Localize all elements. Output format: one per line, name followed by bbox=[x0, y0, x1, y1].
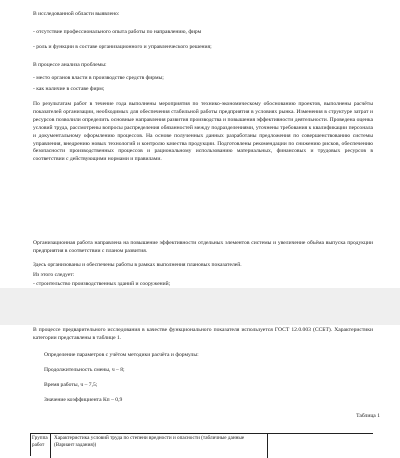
text-line: - место органов власти в производстве средств фирмы; bbox=[33, 75, 164, 81]
text-line: Определение параметров с учётом методики расчёта и формулы: bbox=[44, 352, 199, 358]
text-line: Из этого следует: bbox=[33, 272, 75, 278]
text-line: - роль и функции в составе организационного и управленческого решения; bbox=[33, 44, 212, 50]
text-line: Здесь организованы и обеспечены работы в рамках выполнения плановых показателей. bbox=[33, 262, 242, 268]
page-separator bbox=[0, 288, 400, 325]
conditions-table bbox=[30, 433, 373, 456]
text-line: Значение коэффициента Кп – 0,9 bbox=[44, 397, 123, 403]
text-line: - как наличие в составе фирм; bbox=[33, 86, 105, 92]
text-line: - отсутствие профессионального опыта работы по направлению, фирм bbox=[33, 29, 202, 35]
body-paragraph: По результатам работ в течение года выполнены мероприятия по технико-экономическому обоснованию проектов, выполнены расчёты показателей организации, необходимых для обеспечения стабильной работы предприятия в условиях рынка. Изменения в структуре затрат и ресурсов позволили определить основные направления развития производства и повышения эффективности деятельности. Проведена оценка условий труда, рассмотрены вопросы распределения обязанностей между подразделениями, уточнены требования к квалификации персонала и документальному оформлению процессов. На основе полученных данных разработаны предложения по совершенствованию системы управления, внедрению новых технологий и контролю качества продукции. Подготовлены рекомендации по снижению рисков, обеспечению безопасности производственных процессов и рациональному использованию материальных, финансовых и трудовых ресурсов в соответствии с действующими нормами и правилами. bbox=[33, 101, 373, 163]
text-line: В процессе анализа проблемы: bbox=[33, 62, 107, 68]
table-header-cell: Характеристика условий труда по степени вредности и опасности (табличные данные (Вариант задания)) bbox=[51, 434, 268, 458]
table-caption: Таблица 1 bbox=[356, 413, 380, 419]
text-line: В исследованной области выявлено: bbox=[33, 11, 120, 17]
document-page-2 bbox=[0, 325, 400, 455]
text-line: Время работы, ч – 7,5; bbox=[44, 382, 98, 388]
table-header-cell: Группа работ bbox=[31, 434, 51, 458]
body-paragraph-2: Организационная работа направлена на повышение эффективности отдельных элементов системы и увеличение объёма выпуска продукции предприятия в соответствии с планом развития. bbox=[33, 240, 373, 254]
body-paragraph: В процессе предварительного исследования в качестве функционального показателя используется ГОСТ 12.0.003 (ССБТ). Характеристики категории представлены в таблице 1. bbox=[33, 327, 373, 341]
text-line: - строительство производственных зданий и сооружений; bbox=[33, 281, 171, 287]
text-line: Продолжительность смены, ч – 8; bbox=[44, 367, 125, 373]
